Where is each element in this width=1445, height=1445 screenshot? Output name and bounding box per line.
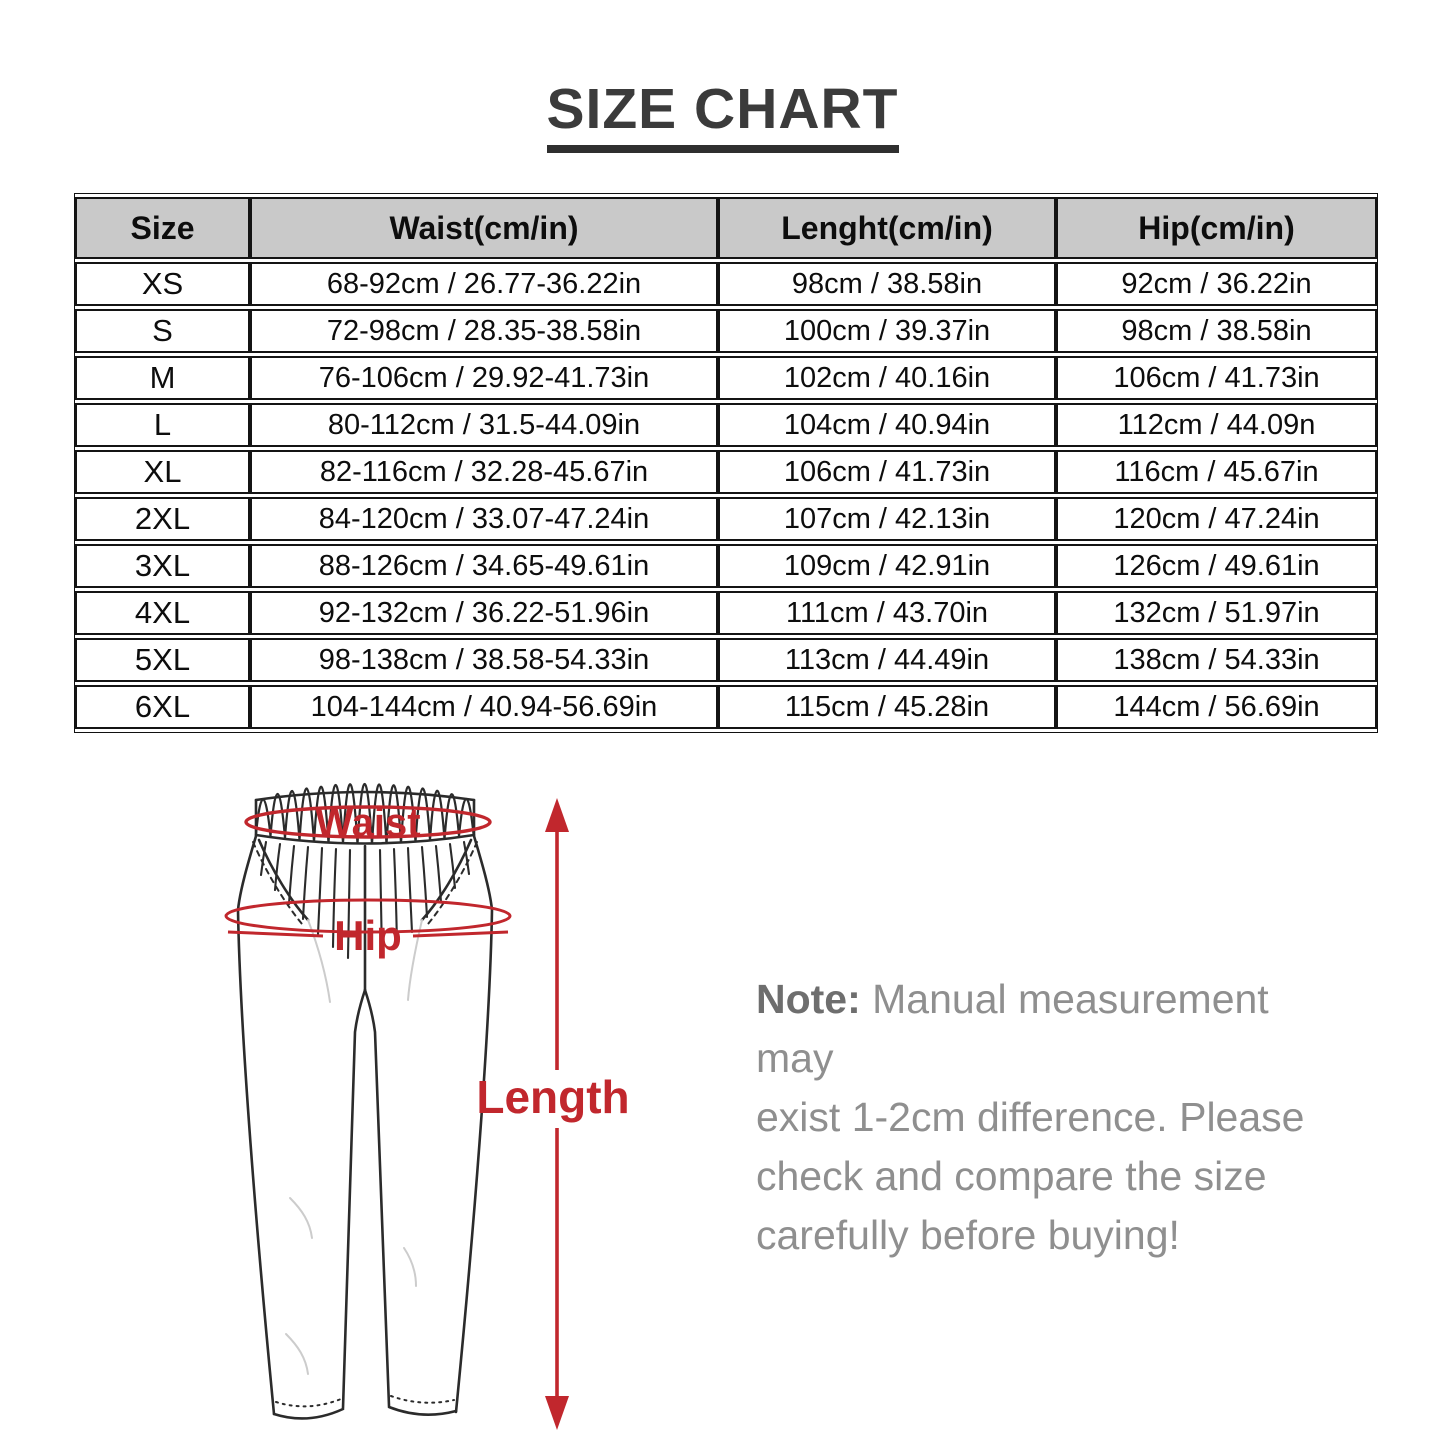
- size-cell: XS: [75, 262, 250, 306]
- column-header-length: Lenght(cm/in): [718, 197, 1056, 259]
- size-cell: 4XL: [75, 591, 250, 635]
- hip-leader-left: [228, 932, 323, 936]
- size-cell: S: [75, 309, 250, 353]
- size-cell: 5XL: [75, 638, 250, 682]
- value-cell: 138cm / 54.33in: [1056, 638, 1377, 682]
- value-cell: 144cm / 56.69in: [1056, 685, 1377, 729]
- value-cell: 80-112cm / 31.5-44.09in: [250, 403, 718, 447]
- size-table-header: [75, 197, 1377, 259]
- note-line: carefully before buying!: [756, 1212, 1180, 1258]
- value-cell: 126cm / 49.61in: [1056, 544, 1377, 588]
- table-row: [75, 309, 1377, 353]
- value-cell: 109cm / 42.91in: [718, 544, 1056, 588]
- page-title: SIZE CHART: [547, 76, 899, 153]
- value-cell: 76-106cm / 29.92-41.73in: [250, 356, 718, 400]
- value-cell: 113cm / 44.49in: [718, 638, 1056, 682]
- value-cell: 88-126cm / 34.65-49.61in: [250, 544, 718, 588]
- table-row: [75, 685, 1377, 729]
- table-row: [75, 450, 1377, 494]
- length-label: Length: [476, 1071, 630, 1123]
- size-cell: XL: [75, 450, 250, 494]
- value-cell: 107cm / 42.13in: [718, 497, 1056, 541]
- size-table-body: [75, 262, 1377, 729]
- pants-outline: [238, 784, 492, 1418]
- value-cell: 132cm / 51.97in: [1056, 591, 1377, 635]
- table-row: [75, 497, 1377, 541]
- value-cell: 92cm / 36.22in: [1056, 262, 1377, 306]
- column-header-size: Size: [75, 197, 250, 259]
- header-row: [75, 197, 1377, 259]
- value-cell: 112cm / 44.09n: [1056, 403, 1377, 447]
- value-cell: 68-92cm / 26.77-36.22in: [250, 262, 718, 306]
- hip-label: Hip: [334, 912, 402, 959]
- note-text: [756, 970, 1336, 1265]
- table-row: [75, 403, 1377, 447]
- waist-label: Waist: [315, 801, 421, 845]
- table-row: [75, 356, 1377, 400]
- size-cell: L: [75, 403, 250, 447]
- value-cell: 104-144cm / 40.94-56.69in: [250, 685, 718, 729]
- value-cell: 72-98cm / 28.35-38.58in: [250, 309, 718, 353]
- value-cell: 98cm / 38.58in: [718, 262, 1056, 306]
- hip-leader-right: [413, 932, 508, 936]
- value-cell: 120cm / 47.24in: [1056, 497, 1377, 541]
- value-cell: 111cm / 43.70in: [718, 591, 1056, 635]
- value-cell: 98-138cm / 38.58-54.33in: [250, 638, 718, 682]
- table-row: [75, 591, 1377, 635]
- note-line-text: Manual measurement may: [756, 976, 1269, 1081]
- column-header-waist: Waist(cm/in): [250, 197, 718, 259]
- column-header-hip: Hip(cm/in): [1056, 197, 1377, 259]
- value-cell: 115cm / 45.28in: [718, 685, 1056, 729]
- value-cell: 104cm / 40.94in: [718, 403, 1056, 447]
- note-line: exist 1-2cm difference. Please: [756, 1094, 1305, 1140]
- table-row: [75, 544, 1377, 588]
- value-cell: 84-120cm / 33.07-47.24in: [250, 497, 718, 541]
- table-row: [75, 638, 1377, 682]
- crease-lines: [286, 920, 422, 1374]
- value-cell: 102cm / 40.16in: [718, 356, 1056, 400]
- size-cell: 2XL: [75, 497, 250, 541]
- value-cell: 106cm / 41.73in: [718, 450, 1056, 494]
- size-cell: 3XL: [75, 544, 250, 588]
- size-cell: M: [75, 356, 250, 400]
- value-cell: 92-132cm / 36.22-51.96in: [250, 591, 718, 635]
- value-cell: 116cm / 45.67in: [1056, 450, 1377, 494]
- size-table: [74, 193, 1378, 733]
- pants-diagram: [190, 778, 670, 1445]
- note-line: check and compare the size: [756, 1153, 1267, 1199]
- value-cell: 106cm / 41.73in: [1056, 356, 1377, 400]
- note-line: [756, 970, 1336, 1088]
- table-row: [75, 262, 1377, 306]
- value-cell: 100cm / 39.37in: [718, 309, 1056, 353]
- value-cell: 98cm / 38.58in: [1056, 309, 1377, 353]
- size-cell: 6XL: [75, 685, 250, 729]
- value-cell: 82-116cm / 32.28-45.67in: [250, 450, 718, 494]
- note-label: Note:: [756, 976, 861, 1022]
